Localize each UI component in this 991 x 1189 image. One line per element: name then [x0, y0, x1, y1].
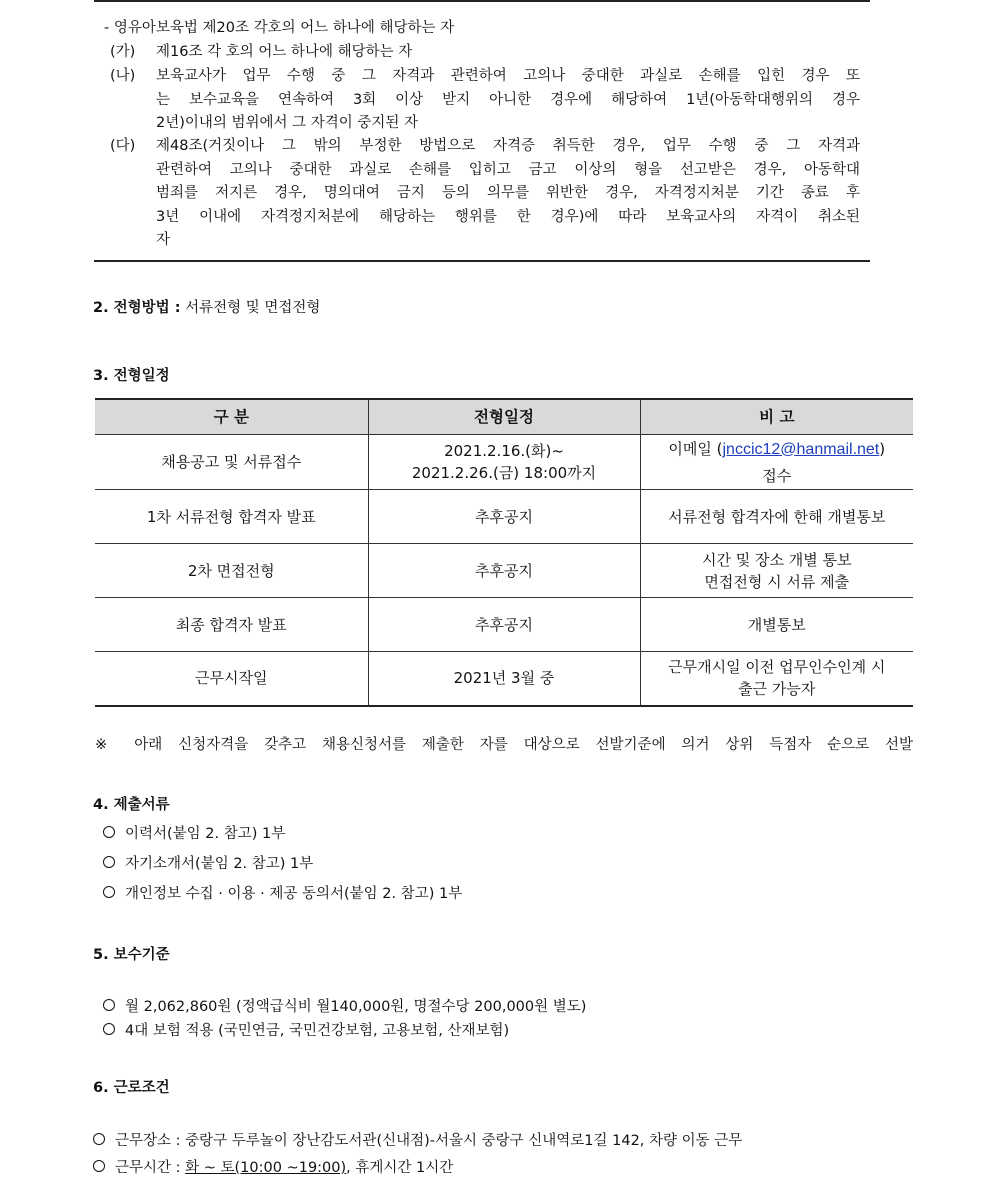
- table-row: [95, 598, 913, 652]
- schedule-table: [95, 398, 913, 707]
- note-email-line: [645, 438, 910, 461]
- circle-bullet-icon: [103, 856, 115, 868]
- section-2: [93, 296, 320, 317]
- table-row: [95, 544, 913, 598]
- row-schedule: 추후공지: [368, 490, 640, 544]
- item-da-label: (다): [110, 138, 136, 154]
- row-schedule: 추후공지: [368, 598, 640, 652]
- circle-bullet-icon: [93, 1160, 105, 1172]
- row-category: 2차 면접전형: [95, 544, 368, 598]
- header-category: 구 분: [95, 399, 368, 435]
- schedule-line: 2021.2.26.(금) 18:00까지: [411, 464, 597, 482]
- section-2-title: 2. 전형방법 :: [93, 300, 181, 316]
- row-schedule: 추후공지: [368, 544, 640, 598]
- table-row: [95, 435, 913, 490]
- doc-item-label: 이력서(붙임 2. 참고) 1부: [125, 826, 286, 842]
- pay-item-label: 4대 보험 적용 (국민연금, 국민건강보험, 고용보험, 산재보험): [125, 1023, 510, 1039]
- selection-footnote: ※ 아래 신청자격을 갖추고 채용신청서를 제출한 자를 대상으로 선발기준에 의거 상위 득점자 순으로 선발: [95, 737, 913, 753]
- note-line: 근무개시일 이전 업무인수인계 시: [668, 658, 886, 677]
- circle-bullet-icon: [103, 999, 115, 1011]
- doc-item: [103, 822, 285, 843]
- note-line: 면접전형 시 서류 제출: [704, 572, 850, 591]
- table-row: [95, 490, 913, 544]
- item-na-line-2: 는 보수교육을 연속하여 3회 이상 받지 아니한 경우에 해당하여 1년(아동학대행위의 경우: [156, 92, 860, 108]
- pay-item-label: 월 2,062,860원 (정액급식비 월140,000원, 명절수당 200,000원 별도): [125, 999, 587, 1015]
- note-suffix: ): [879, 439, 886, 458]
- item-da-line-3: 범죄를 저지른 경우, 명의대여 금지 등의 의무를 위반한 경우, 자격정지처분 기간 종료 후: [156, 185, 860, 201]
- row-category: 채용공고 및 서류접수: [95, 435, 368, 490]
- section-2-value: 서류전형 및 면접전형: [185, 300, 321, 316]
- doc-item-label: 개인정보 수집 · 이용 · 제공 동의서(붙임 2. 참고) 1부: [125, 886, 463, 902]
- note-line: 시간 및 장소 개별 통보: [702, 550, 852, 569]
- box-bottom-rule: [94, 260, 870, 262]
- item-da-line-2: 관련하여 고의나 중대한 과실로 손해를 입히고 금고 이상의 형을 선고받은 경우, 아동학대: [156, 162, 860, 178]
- header-note: 비 고: [640, 399, 913, 435]
- note-line: 출근 가능자: [738, 680, 816, 699]
- circle-bullet-icon: [103, 886, 115, 898]
- item-na-line-3: 2년)이내의 범위에서 그 자격이 중지된 자: [156, 115, 419, 131]
- note-prefix: 이메일 (: [668, 439, 723, 458]
- row-category: 1차 서류전형 합격자 발표: [95, 490, 368, 544]
- box-top-rule: [94, 0, 870, 2]
- table-header-row: [95, 399, 913, 435]
- note-line: 접수: [762, 466, 792, 485]
- doc-item-label: 자기소개서(붙임 2. 참고) 1부: [125, 856, 314, 872]
- work-time-prefix: 근무시간 :: [115, 1160, 186, 1176]
- item-na-label: (나): [110, 68, 136, 84]
- item-da-line-5: 자: [156, 232, 171, 248]
- email-link[interactable]: jnccic12@hanmail.net: [722, 440, 880, 458]
- row-schedule: 2021년 3월 중: [368, 652, 640, 706]
- work-place: [93, 1129, 742, 1150]
- section-6-title: 6. 근로조건: [93, 1080, 170, 1096]
- doc-item: [103, 882, 462, 903]
- circle-bullet-icon: [93, 1133, 105, 1145]
- box-intro: - 영유아보육법 제20조 각호의 어느 하나에 해당하는 자: [104, 20, 455, 36]
- row-schedule: [368, 435, 640, 490]
- pay-item: [103, 995, 586, 1016]
- header-schedule: 전형일정: [368, 399, 640, 435]
- section-4-title: 4. 제출서류: [93, 797, 170, 813]
- circle-bullet-icon: [103, 1023, 115, 1035]
- work-time: [93, 1156, 453, 1177]
- row-note: [640, 544, 913, 598]
- row-note: 서류전형 합격자에 한해 개별통보: [640, 490, 913, 544]
- item-da-line-4: 3년 이내에 자격정지처분에 해당하는 행위를 한 경우)에 따라 보육교사의 자격이 취소된: [156, 209, 860, 225]
- schedule-line: 2021.2.16.(화)~: [444, 442, 564, 460]
- pay-item: [103, 1019, 509, 1040]
- section-5-title: 5. 보수기준: [93, 947, 170, 963]
- doc-item: [103, 852, 313, 873]
- row-note: 개별통보: [640, 598, 913, 652]
- table-row: [95, 652, 913, 706]
- row-note: [640, 652, 913, 706]
- item-ga-label: (가): [110, 44, 136, 60]
- work-time-suffix: , 휴게시간 1시간: [346, 1160, 454, 1176]
- work-place-label: 근무장소 : 중랑구 두루놀이 장난감도서관(신내점)-서울시 중랑구 신내역로1길 142, 차량 이동 근무: [115, 1133, 743, 1149]
- row-category: 근무시작일: [95, 652, 368, 706]
- item-da-line-1: 제48조(거짓이나 그 밖의 부정한 방법으로 자격증 취득한 경우, 업무 수행 중 그 자격과: [156, 138, 860, 154]
- item-na-line-1: 보육교사가 업무 수행 중 그 자격과 관련하여 고의나 중대한 과실로 손해를 입힌 경우 또: [156, 68, 860, 84]
- work-time-days: 화 ~ 토(10:00 ~19:00): [185, 1160, 347, 1176]
- row-category: 최종 합격자 발표: [95, 598, 368, 652]
- section-3-title: 3. 전형일정: [93, 368, 170, 384]
- circle-bullet-icon: [103, 826, 115, 838]
- item-ga-text: 제16조 각 호의 어느 하나에 해당하는 자: [156, 44, 413, 60]
- row-note: [640, 435, 913, 490]
